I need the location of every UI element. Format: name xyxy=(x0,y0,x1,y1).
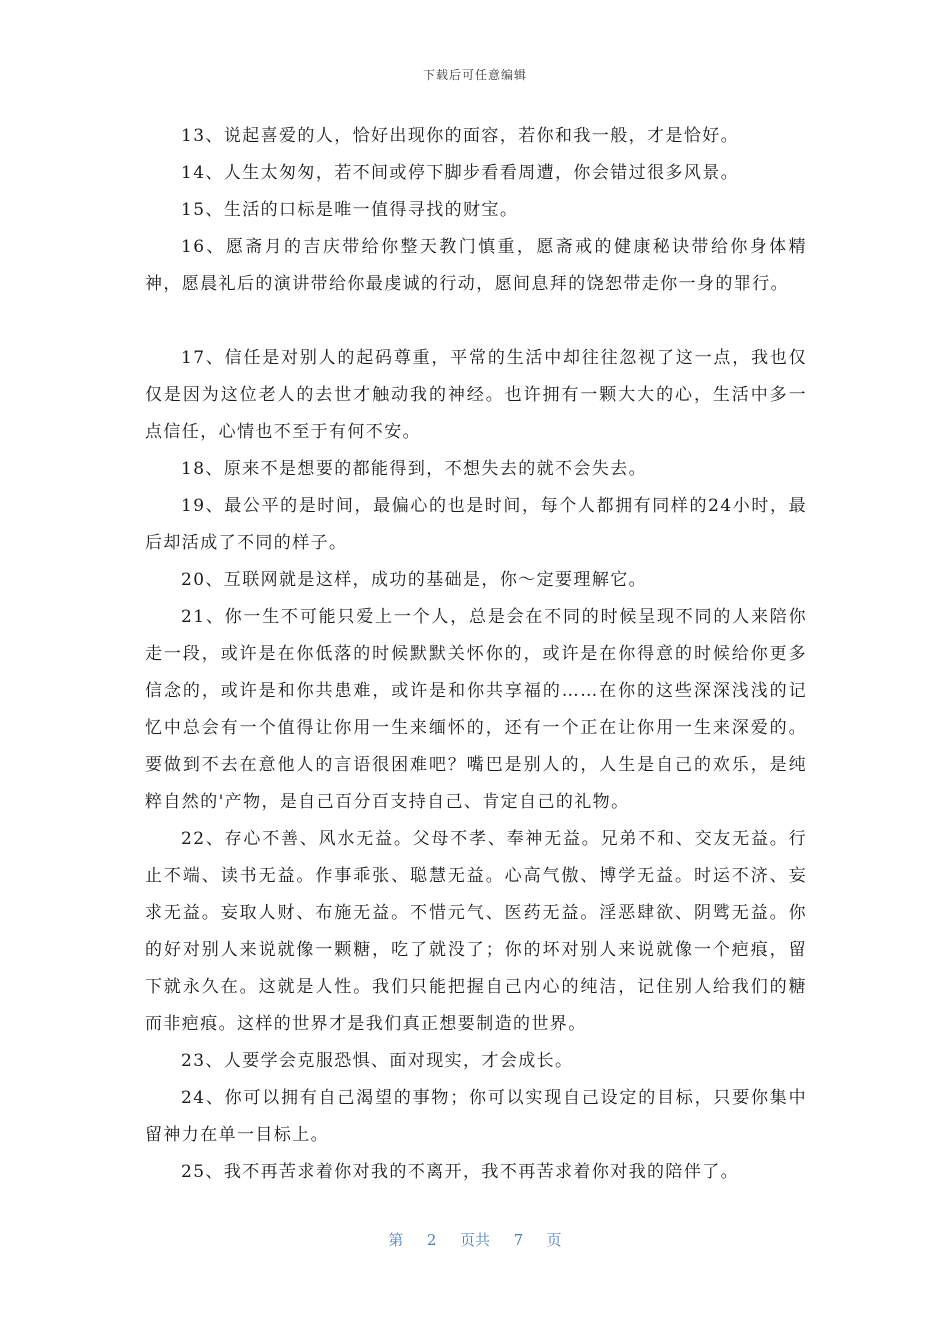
paragraph-20: 20、互联网就是这样，成功的基础是，你～定要理解它。 xyxy=(181,570,648,590)
paragraph-14: 14、人生太匆匆，若不间或停下脚步看看周遭，你会错过很多风景。 xyxy=(181,163,740,183)
footer-middle: 页共 xyxy=(459,1231,490,1249)
footer-suffix: 页 xyxy=(546,1231,562,1249)
document-body xyxy=(145,118,807,1191)
paragraph-24: 24、你可以拥有自己渴望的事物；你可以实现自己设定的目标，只要你集中留神力在单一目标上。 xyxy=(145,1088,807,1145)
paragraph-13: 13、说起喜爱的人，恰好出现你的面容，若你和我一般，才是恰好。 xyxy=(181,126,740,146)
paragraph-22: 22、存心不善、风水无益。父母不孝、奉神无益。兄弟不和、交友无益。行止不端、读书无益。作事乖张、聪慧无益。心高气傲、博学无益。时运不济、妄求无益。妄取人财、布施无益。不惜元气、医药无益。淫恶肆欲、阴骘无益。你的好对别人来说就像一颗糖，吃了就没了；你的坏对别人来说就像一个疤痕，留下就永久在。这就是人性。我们只能把握自己内心的纯洁，记住别人给我们的糖而非疤痕。这样的世界才是我们真正想要制造的世界。 xyxy=(145,829,807,1034)
paragraph-19: 19、最公平的是时间，最偏心的也是时间，每个人都拥有同样的24小时，最后却活成了不同的样子。 xyxy=(145,496,807,553)
paragraph-23: 23、人要学会克服恐惧、面对现实，才会成长。 xyxy=(181,1051,574,1071)
footer-page-number: 2 xyxy=(426,1231,437,1249)
paragraph-18: 18、原来不是想要的都能得到，不想失去的就不会失去。 xyxy=(181,459,648,479)
page-footer xyxy=(0,1229,950,1250)
paragraph-21: 21、你一生不可能只爱上一个人，总是会在不同的时候呈现不同的人来陪你走一段，或许是在你低落的时候默默关怀你的，或许是在你得意的时候给你更多信念的，或许是和你共患难，或许是和你共享福的……在你的这些深深浅浅的记忆中总会有一个值得让你用一生来缅怀的，还有一个正在让你用一生来深爱的。要做到不去在意他人的言语很困难吧？嘴巴是别人的，人生是自己的欢乐，是纯粹自然的'产物，是自己百分百支持自己、肯定自己的礼物。 xyxy=(145,607,807,812)
paragraph-17: 17、信任是对别人的起码尊重，平常的生活中却往往忽视了这一点，我也仅仅是因为这位老人的去世才触动我的神经。也许拥有一颗大大的心，生活中多一点信任，心情也不至于有何不安。 xyxy=(145,348,807,442)
page-header: 下载后可任意编辑 xyxy=(422,68,527,82)
paragraph-15: 15、生活的口标是唯一值得寻找的财宝。 xyxy=(181,200,519,220)
paragraph-gap xyxy=(145,303,807,340)
footer-total-pages: 7 xyxy=(513,1231,524,1249)
paragraph-16: 16、愿斋月的吉庆带给你整天教门慎重，愿斋戒的健康秘诀带给你身体精神，愿晨礼后的演讲带给你最虔诚的行动，愿间息拜的饶恕带走你一身的罪行。 xyxy=(145,237,807,294)
footer-prefix: 第 xyxy=(388,1231,404,1249)
paragraph-25: 25、我不再苦求着你对我的不离开，我不再苦求着你对我的陪伴了。 xyxy=(181,1162,740,1182)
